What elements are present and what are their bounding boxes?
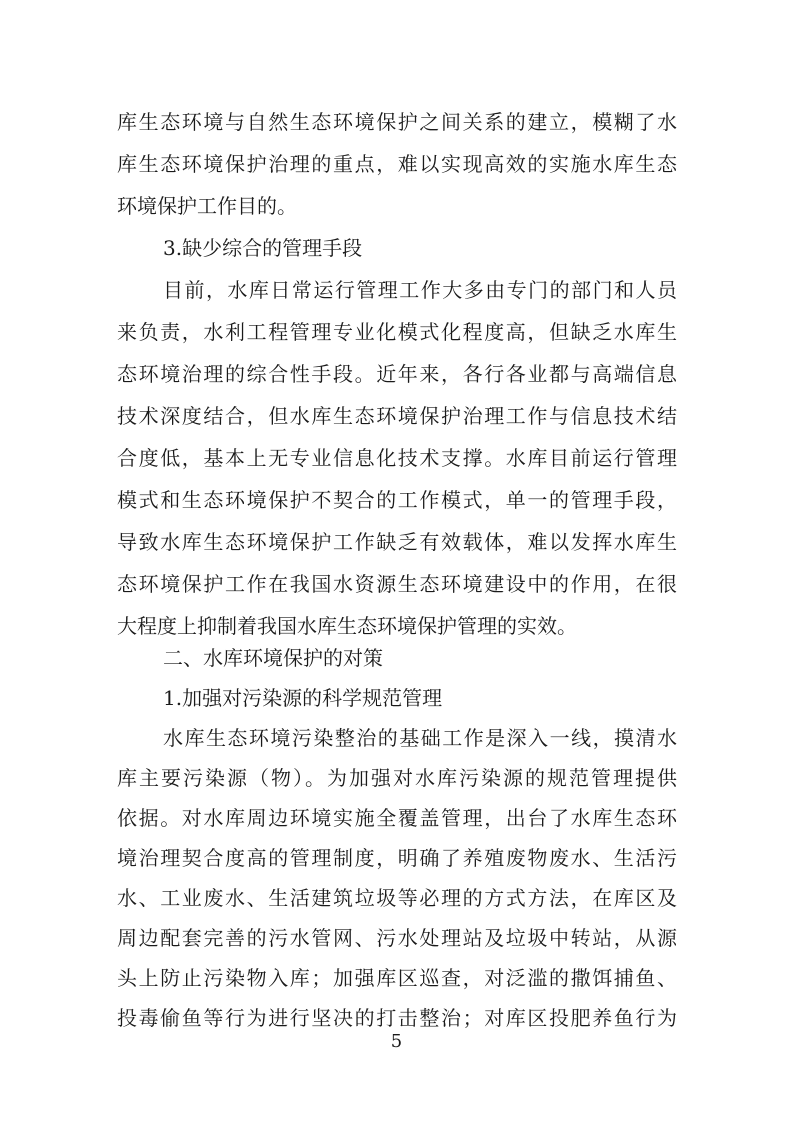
body-line: 来负责，水利工程管理专业化模式化程度高，但缺乏水库生	[117, 320, 677, 344]
body-line: 环境保护工作目的。	[117, 194, 297, 218]
body-line: 导致水库生态环境保护工作缺乏有效载体，难以发挥水库生	[117, 530, 677, 554]
body-line: 库主要污染源（物）。为加强对水库污染源的规范管理提供	[117, 766, 677, 790]
subsection-heading: 1.加强对污染源的科学规范管理	[163, 686, 443, 710]
body-line: 态环境保护工作在我国水资源生态环境建设中的作用，在很	[117, 572, 677, 596]
body-line: 投毒偷鱼等行为进行坚决的打击整治；对库区投肥养鱼行为	[117, 1006, 677, 1030]
section-heading: 3.缺少综合的管理手段	[163, 236, 363, 260]
page-number: 5	[390, 1031, 403, 1052]
body-line: 大程度上抑制着我国水库生态环境保护管理的实效。	[117, 614, 577, 638]
body-line: 水、工业废水、生活建筑垃圾等必理的方式方法，在库区及	[117, 886, 677, 910]
body-line: 周边配套完善的污水管网、污水处理站及垃圾中转站，从源	[117, 926, 677, 950]
body-line: 水库生态环境污染整治的基础工作是深入一线，摸清水	[163, 726, 677, 750]
section-heading: 二、水库环境保护的对策	[163, 646, 383, 670]
body-line: 库生态环境与自然生态环境保护之间关系的建立，模糊了水	[117, 110, 677, 134]
body-line: 库生态环境保护治理的重点，难以实现高效的实施水库生态	[117, 152, 677, 176]
body-line: 态环境治理的综合性手段。近年来，各行各业都与高端信息	[117, 362, 677, 386]
body-line: 技术深度结合，但水库生态环境保护治理工作与信息技术结	[117, 404, 677, 428]
body-line: 境治理契合度高的管理制度，明确了养殖废物废水、生活污	[117, 846, 677, 870]
body-line: 头上防止污染物入库；加强库区巡查，对泛滥的撒饵捕鱼、	[117, 966, 677, 990]
body-line: 模式和生态环境保护不契合的工作模式，单一的管理手段，	[117, 488, 677, 512]
body-line: 依据。对水库周边环境实施全覆盖管理，出台了水库生态环	[117, 806, 677, 830]
body-line: 目前，水库日常运行管理工作大多由专门的部门和人员	[163, 278, 677, 302]
body-line: 合度低，基本上无专业信息化技术支撑。水库目前运行管理	[117, 446, 677, 470]
